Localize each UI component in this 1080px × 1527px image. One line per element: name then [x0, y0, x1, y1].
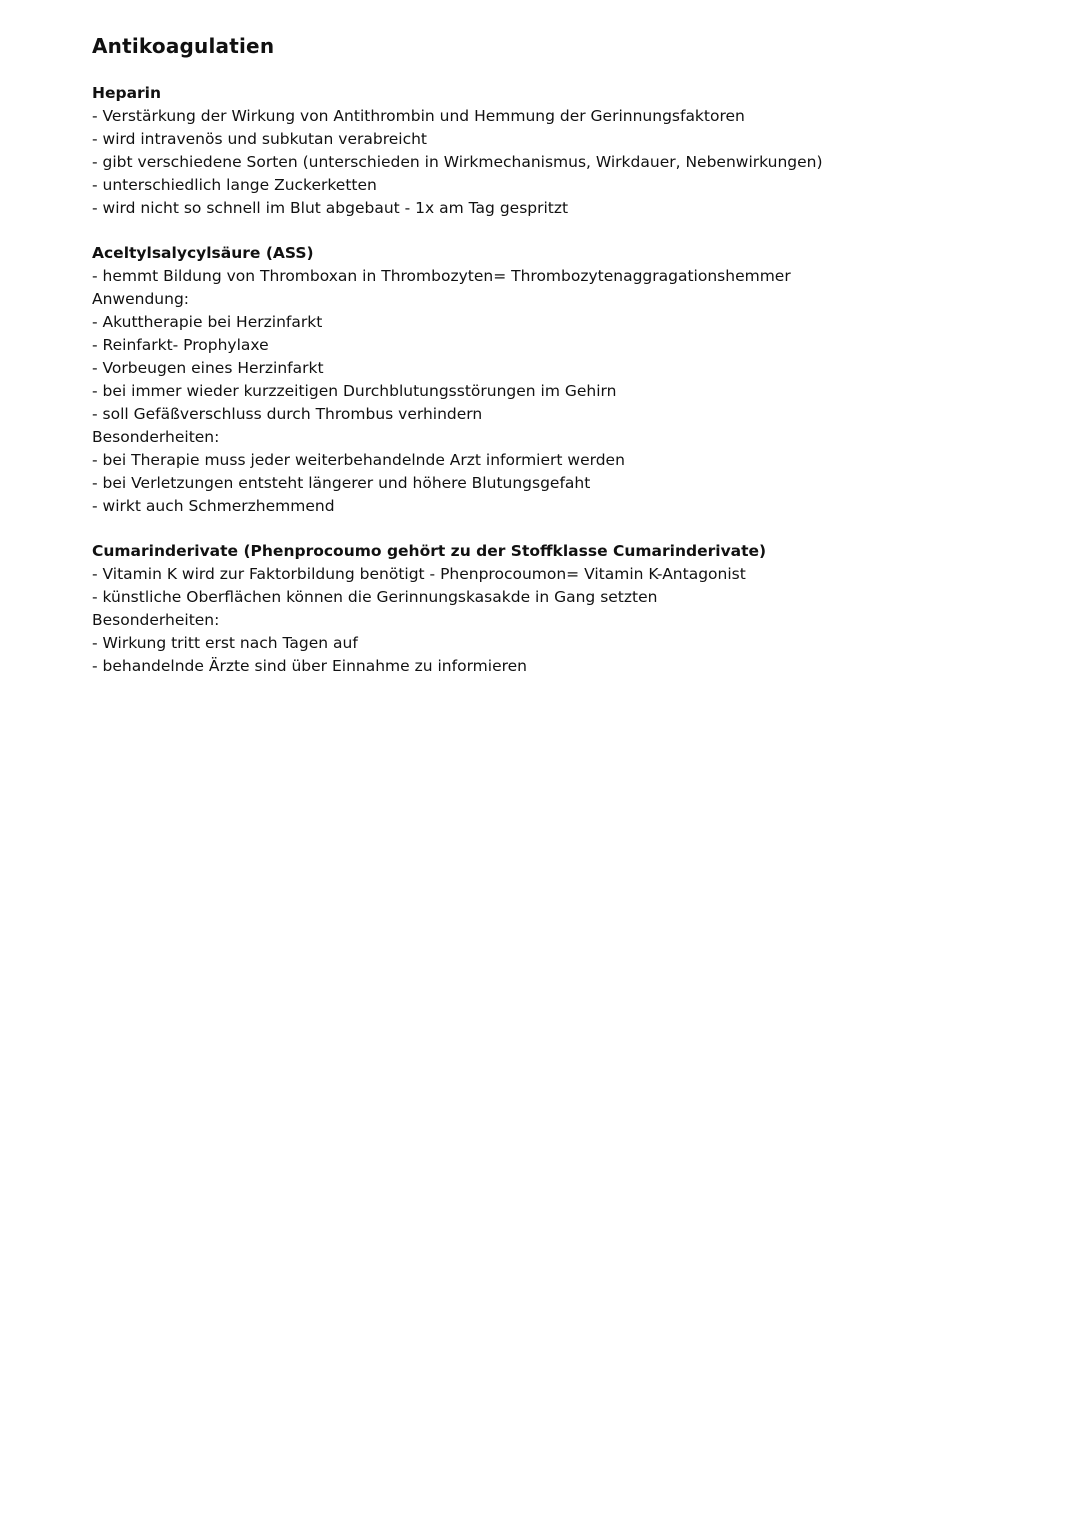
section-heparin	[92, 82, 1052, 220]
list-item: - Reinfarkt- Prophylaxe	[92, 334, 1052, 357]
list-item: - wird nicht so schnell im Blut abgebaut - 1x am Tag gespritzt	[92, 197, 1052, 220]
sublist-label: Besonderheiten:	[92, 428, 220, 446]
section-cumarinderivate	[92, 540, 1052, 678]
document-title: Antikoagulatien	[92, 34, 275, 58]
list-item: - wirkt auch Schmerzhemmend	[92, 495, 1052, 518]
section-ass	[92, 242, 1052, 518]
list-item: - bei Verletzungen entsteht längerer und höhere Blutungsgefaht	[92, 472, 1052, 495]
list-item: - Verstärkung der Wirkung von Antithrombin und Hemmung der Gerinnungsfaktoren	[92, 105, 1052, 128]
list-item: - bei immer wieder kurzzeitigen Durchblutungsstörungen im Gehirn	[92, 380, 1052, 403]
sublist-label: Anwendung:	[92, 290, 190, 308]
section-heading: Aceltylsalycylsäure (ASS)	[92, 244, 314, 262]
document-page	[92, 32, 1052, 700]
list-item: - behandelnde Ärzte sind über Einnahme zu informieren	[92, 655, 1052, 678]
section-heading: Heparin	[92, 84, 162, 102]
list-item: - Vorbeugen eines Herzinfarkt	[92, 357, 1052, 380]
list-item: - soll Gefäßverschluss durch Thrombus verhindern	[92, 403, 1052, 426]
list-item: - bei Therapie muss jeder weiterbehandelnde Arzt informiert werden	[92, 449, 1052, 472]
list-item: - wird intravenös und subkutan verabreicht	[92, 128, 1052, 151]
list-item: - künstliche Oberflächen können die Gerinnungskasakde in Gang setzten	[92, 586, 1052, 609]
list-item: - hemmt Bildung von Thromboxan in Thrombozyten= Thrombozytenaggragationshemmer	[92, 265, 1052, 288]
list-item: - Vitamin K wird zur Faktorbildung benötigt - Phenprocoumon= Vitamin K-Antagonist	[92, 563, 1052, 586]
list-item: - Akuttherapie bei Herzinfarkt	[92, 311, 1052, 334]
section-heading: Cumarinderivate (Phenprocoumo gehört zu der Stoffklasse Cumarinderivate)	[92, 542, 767, 560]
sublist-label: Besonderheiten:	[92, 611, 220, 629]
list-item: - Wirkung tritt erst nach Tagen auf	[92, 632, 1052, 655]
list-item: - unterschiedlich lange Zuckerketten	[92, 174, 1052, 197]
list-item: - gibt verschiedene Sorten (unterschieden in Wirkmechanismus, Wirkdauer, Nebenwirkungen)	[92, 151, 1052, 174]
